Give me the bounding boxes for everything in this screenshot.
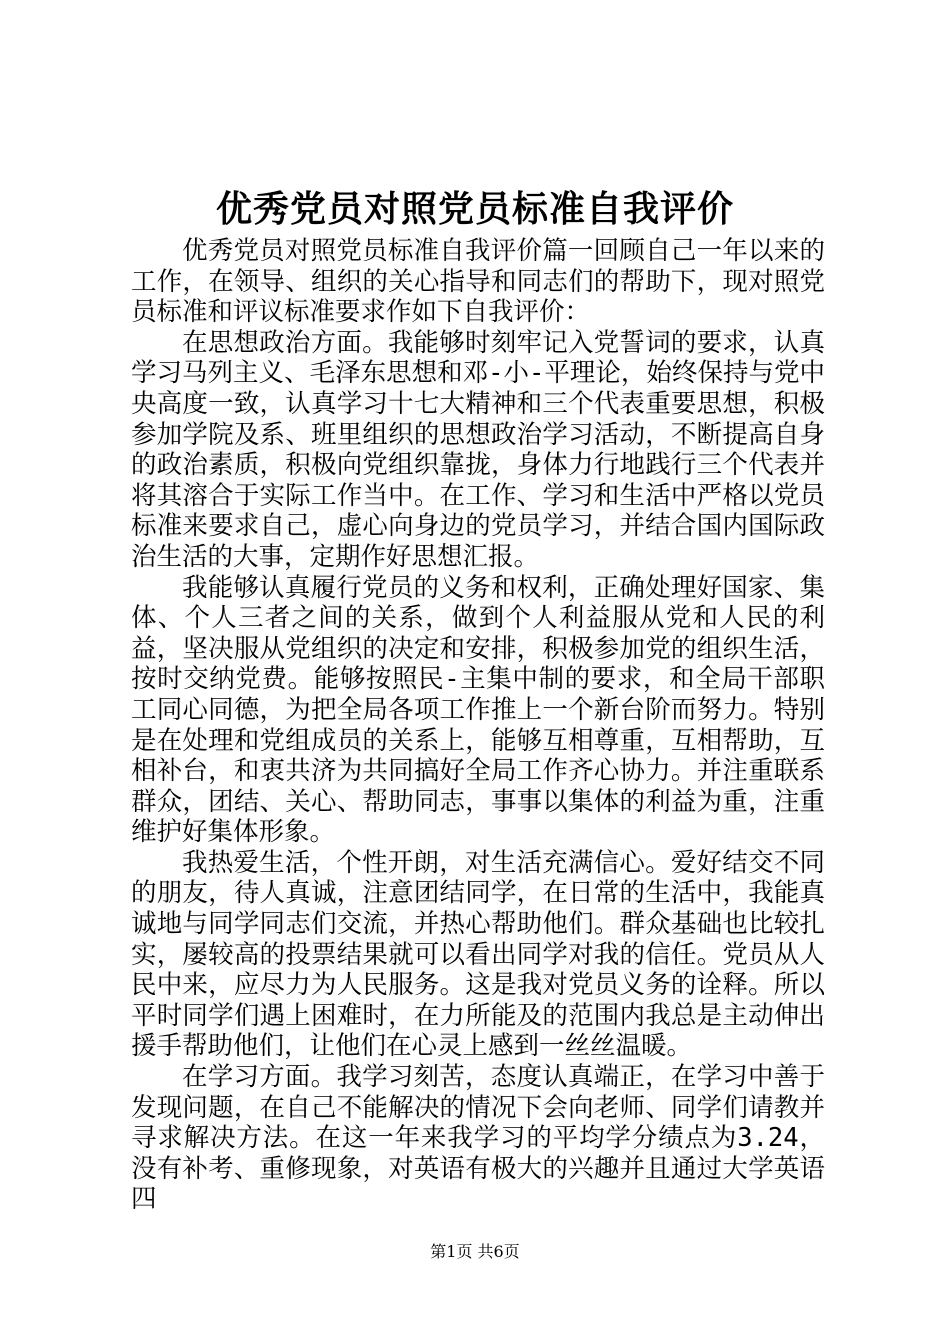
- paragraph-intro: 优秀党员对照党员标准自我评价篇一回顾自己一年以来的工作，在领导、组织的关心指导和同志们的帮助下，现对照党员标准和评议标准要求作如下自我评价：: [131, 236, 825, 328]
- document-title: 优秀党员对照党员标准自我评价: [215, 188, 734, 230]
- document-body: [131, 236, 825, 1215]
- paragraph-political: 在思想政治方面。我能够时刻牢记入党誓词的要求，认真学习马列主义、毛泽东思想和邓-小-平理论，始终保持与党中央高度一致，认真学习十七大精神和三个代表重要思想，积极参加学院及系、班里组织的思想政治学习活动，不断提高自身的政治素质，积极向党组织靠拢，身体力行地践行三个代表并将其溶合于实际工作当中。在工作、学习和生活中严格以党员标准来要求自己，虚心向身边的党员学习，并结合国内国际政治生活的大事，定期作好思想汇报。: [131, 327, 825, 572]
- page-footer: 第1页 共6页: [430, 1242, 520, 1261]
- paragraph-study: 在学习方面。我学习刻苦，态度认真端正，在学习中善于发现问题，在自己不能解决的情况下会向老师、同学们请教并寻求解决方法。在这一年来我学习的平均学分绩点为3.24，没有补考、重修现象，对英语有极大的兴趣并且通过大学英语四: [131, 1062, 825, 1215]
- paragraph-life: 我热爱生活，个性开朗，对生活充满信心。爱好结交不同的朋友，待人真诚，注意团结同学，在日常的生活中，我能真诚地与同学同志们交流，并热心帮助他们。群众基础也比较扎实，屡较高的投票结果就可以看出同学对我的信任。党员从人民中来，应尽力为人民服务。这是我对党员义务的诠释。所以平时同学们遇上困难时，在力所能及的范围内我总是主动伸出援手帮助他们，让他们在心灵上感到一丝丝温暖。: [131, 847, 825, 1062]
- paragraph-duties: 我能够认真履行党员的义务和权利，正确处理好国家、集体、个人三者之间的关系，做到个人利益服从党和人民的利益，坚决服从党组织的决定和安排，积极参加党的组织生活，按时交纳党费。能够按照民-主集中制的要求，和全局干部职工同心同德，为把全局各项工作推上一个新台阶而努力。特别是在处理和党组成员的关系上，能够互相尊重，互相帮助，互相补台，和衷共济为共同搞好全局工作齐心协力。并注重联系群众，团结、关心、帮助同志，事事以集体的利益为重，注重维护好集体形象。: [131, 572, 825, 848]
